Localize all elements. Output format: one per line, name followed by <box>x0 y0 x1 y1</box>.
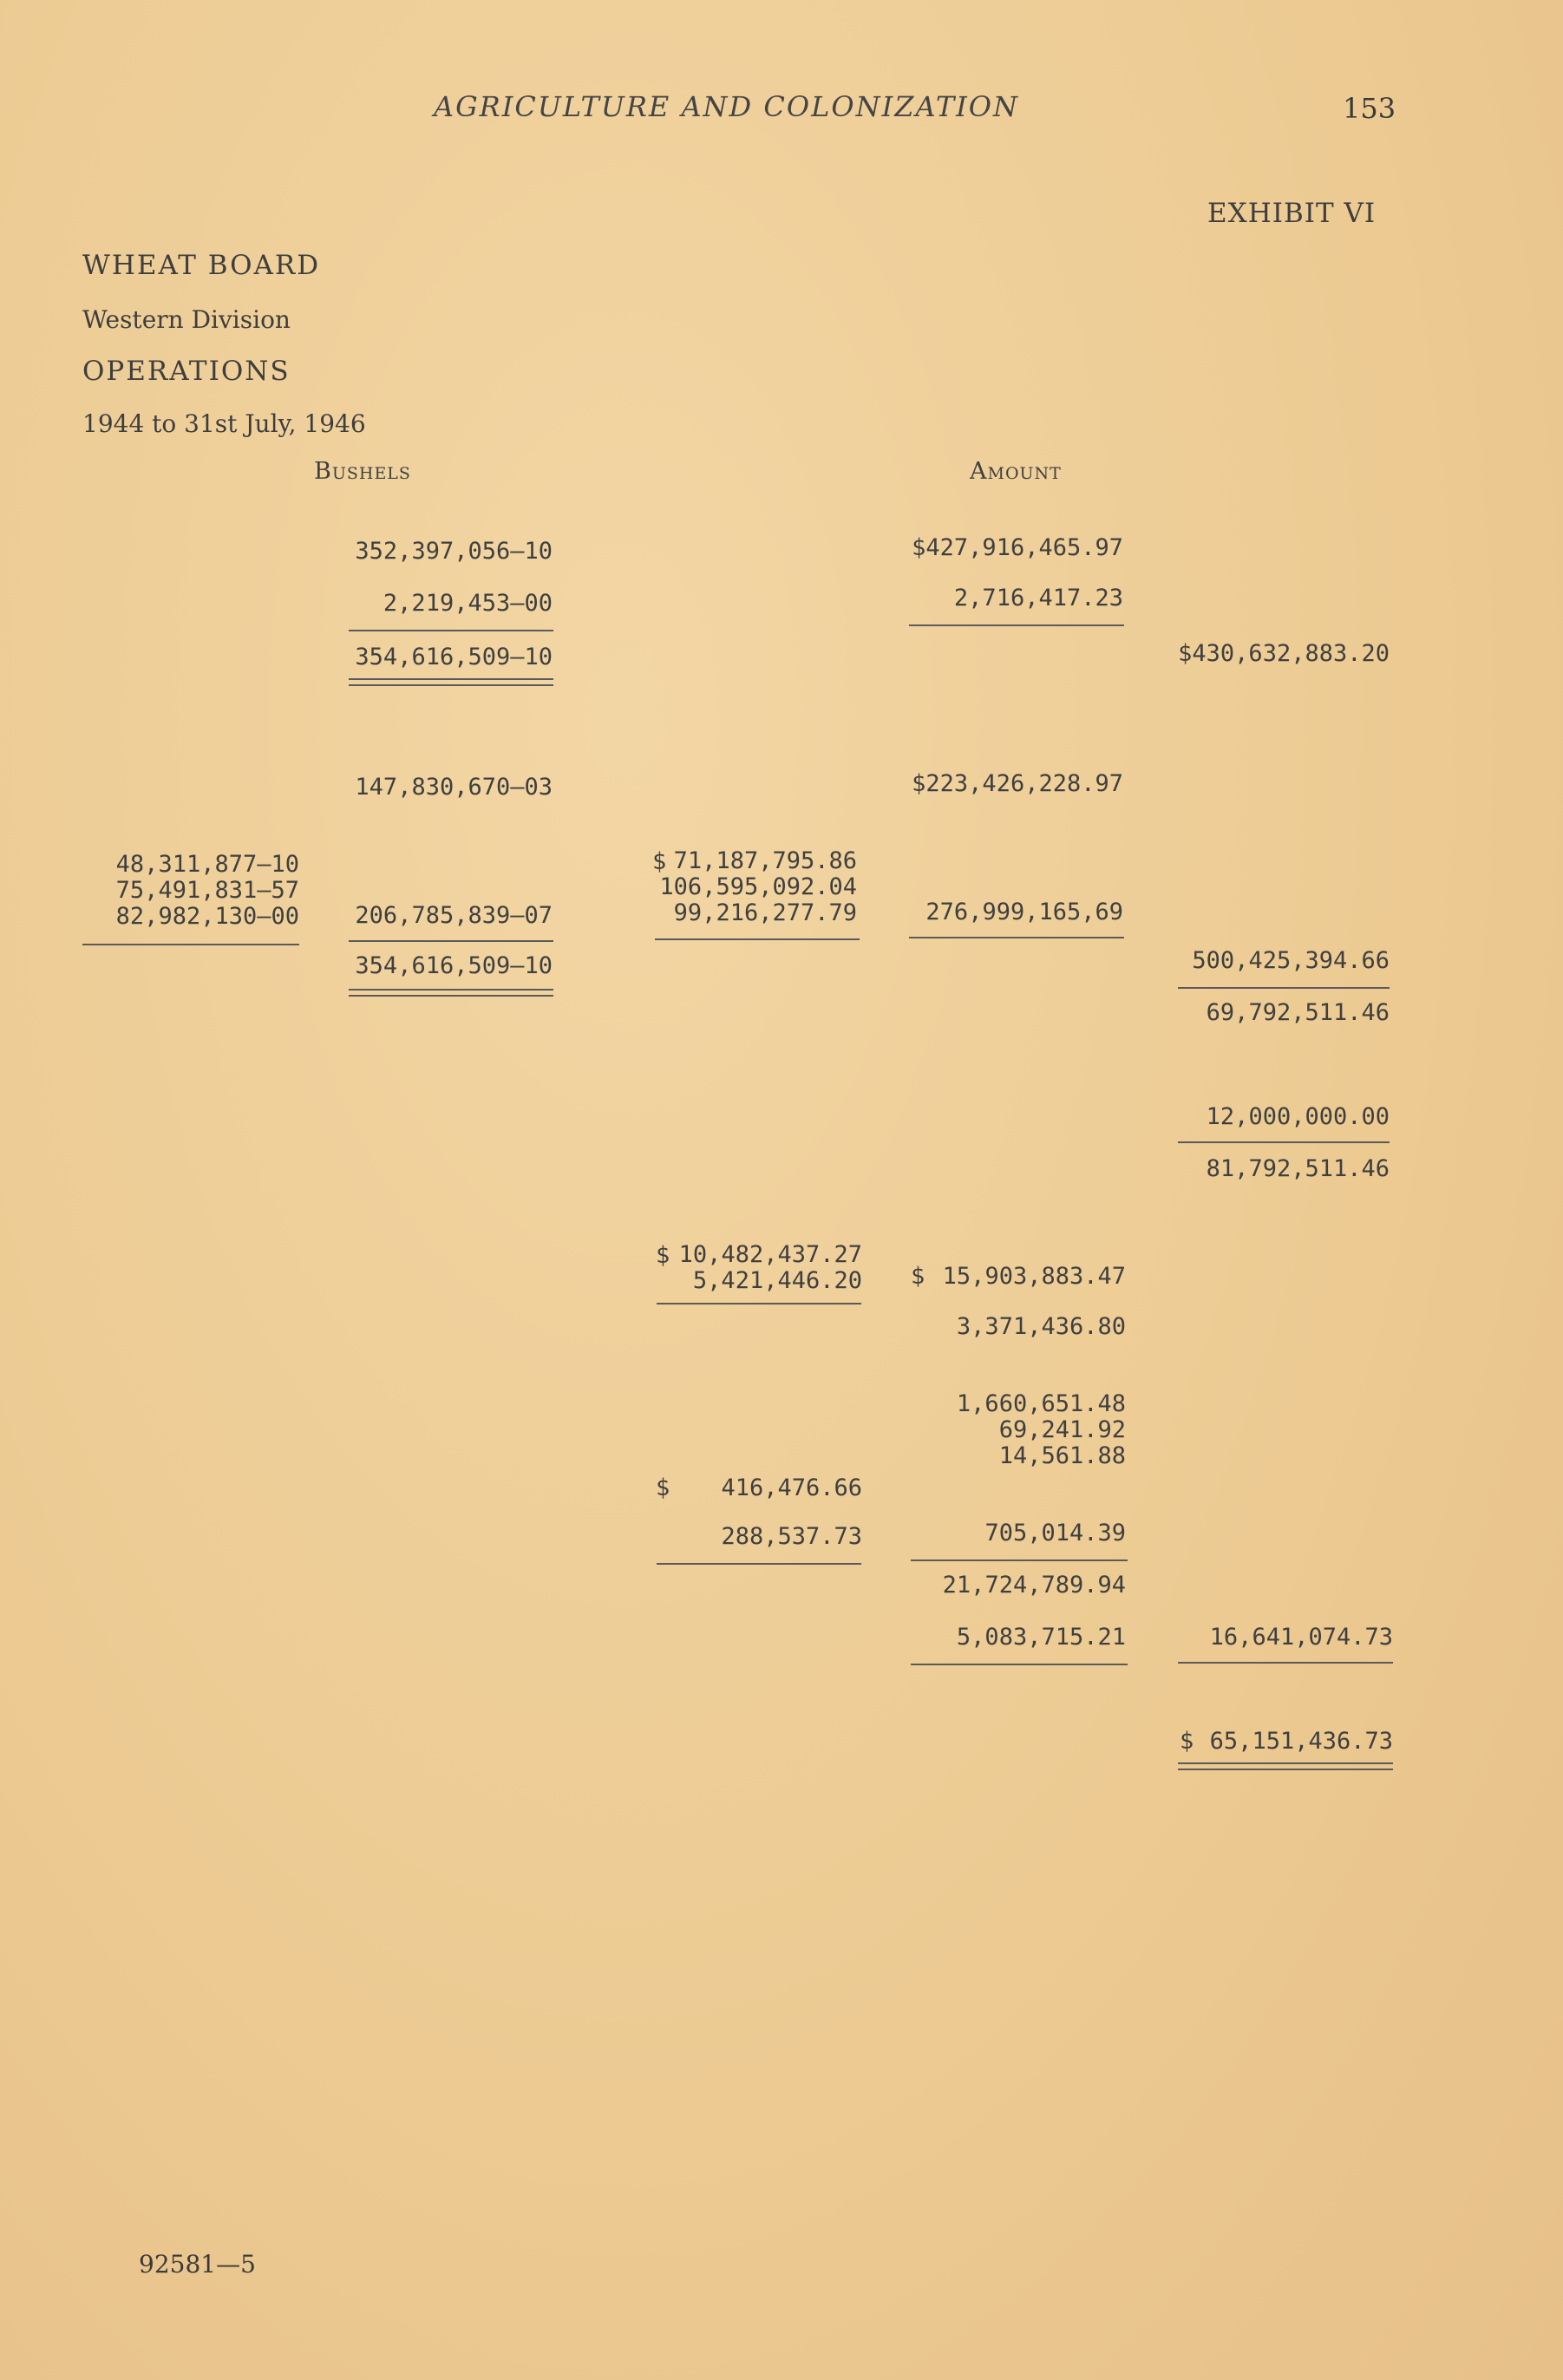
amount-sub-3: 416,476.66 <box>721 1474 862 1501</box>
amount-breakdown-group-1: 71,187,795.86 106,595,092.04 99,216,277.79 <box>659 847 857 926</box>
rule <box>657 1563 861 1565</box>
amount-total-6: 16,641,074.73 <box>1209 1624 1393 1651</box>
rule <box>655 938 860 940</box>
rule <box>909 624 1124 626</box>
rule <box>657 1303 861 1304</box>
amount-row-3: $223,426,228.97 <box>912 770 1123 797</box>
bushels-row-1: 352,397,056–10 <box>355 538 553 565</box>
rule <box>911 1664 1128 1665</box>
amount-row-8: 21,724,789.94 <box>942 1572 1126 1599</box>
amount-total-3: 69,792,511.46 <box>1206 999 1390 1026</box>
rule <box>349 630 553 631</box>
bushels-row-3: 147,830,670–03 <box>355 774 553 801</box>
dollar-sign: $ <box>656 1474 670 1501</box>
amount-total-1: $430,632,883.20 <box>1178 640 1390 667</box>
grand-total: 65,151,436.73 <box>1209 1728 1393 1755</box>
dollar-sign: $ <box>656 1242 670 1269</box>
amount-sub-4: 288,537.73 <box>721 1523 862 1550</box>
amount-row-7: 705,014.39 <box>984 1520 1126 1546</box>
amount-row-1: $427,916,465.97 <box>912 534 1123 561</box>
dollar-sign: $ <box>652 848 667 875</box>
double-rule <box>1178 1762 1393 1770</box>
section-title: OPERATIONS <box>82 356 291 387</box>
bushels-row-4: 206,785,839–07 <box>355 902 553 929</box>
amount-breakdown-group-3: 1,660,651.48 69,241.92 14,561.88 <box>956 1390 1126 1469</box>
bushels-column-heading: Bushels <box>314 458 411 485</box>
bushels-breakdown-group: 48,311,877–10 75,491,831–57 82,982,130–00 <box>115 851 299 930</box>
dollar-sign: $ <box>1180 1728 1194 1755</box>
dollar-sign: $ <box>911 1263 925 1290</box>
amount-total-5: 81,792,511.46 <box>1206 1155 1390 1182</box>
amount-row-2: 2,716,417.23 <box>953 585 1123 611</box>
amount-row-4: 276,999,165,69 <box>925 899 1123 925</box>
bushels-total-2: 354,616,509–10 <box>355 952 553 979</box>
amount-column-heading: Amount <box>970 458 1062 485</box>
amount-total-4: 12,000,000.00 <box>1206 1103 1390 1130</box>
amount-total-2: 500,425,394.66 <box>1192 947 1390 974</box>
rule <box>1178 987 1390 989</box>
amount-row-6: 3,371,436.80 <box>956 1313 1126 1340</box>
page-number: 153 <box>1343 92 1396 125</box>
rule <box>1178 1141 1390 1143</box>
org-title: WHEAT BOARD <box>82 250 321 281</box>
bushels-total-1: 354,616,509–10 <box>355 644 553 670</box>
amount-row-5: 15,903,883.47 <box>942 1263 1126 1290</box>
rule <box>82 944 299 945</box>
bushels-row-2: 2,219,453–00 <box>383 590 553 617</box>
rule <box>911 1559 1128 1561</box>
rule <box>349 940 553 942</box>
rule <box>1178 1662 1393 1664</box>
rule <box>909 937 1124 938</box>
running-head: AGRICULTURE AND COLONIZATION <box>434 90 1020 123</box>
double-rule <box>349 989 553 997</box>
exhibit-label: EXHIBIT VI <box>1207 198 1377 229</box>
period-title: 1944 to 31st July, 1946 <box>82 409 366 438</box>
division-title: Western Division <box>82 305 291 334</box>
double-rule <box>349 678 553 686</box>
amount-row-9: 5,083,715.21 <box>956 1624 1126 1651</box>
amount-breakdown-group-2: 10,482,437.27 5,421,446.20 <box>678 1241 862 1294</box>
footer-code: 92581—5 <box>139 2250 256 2279</box>
